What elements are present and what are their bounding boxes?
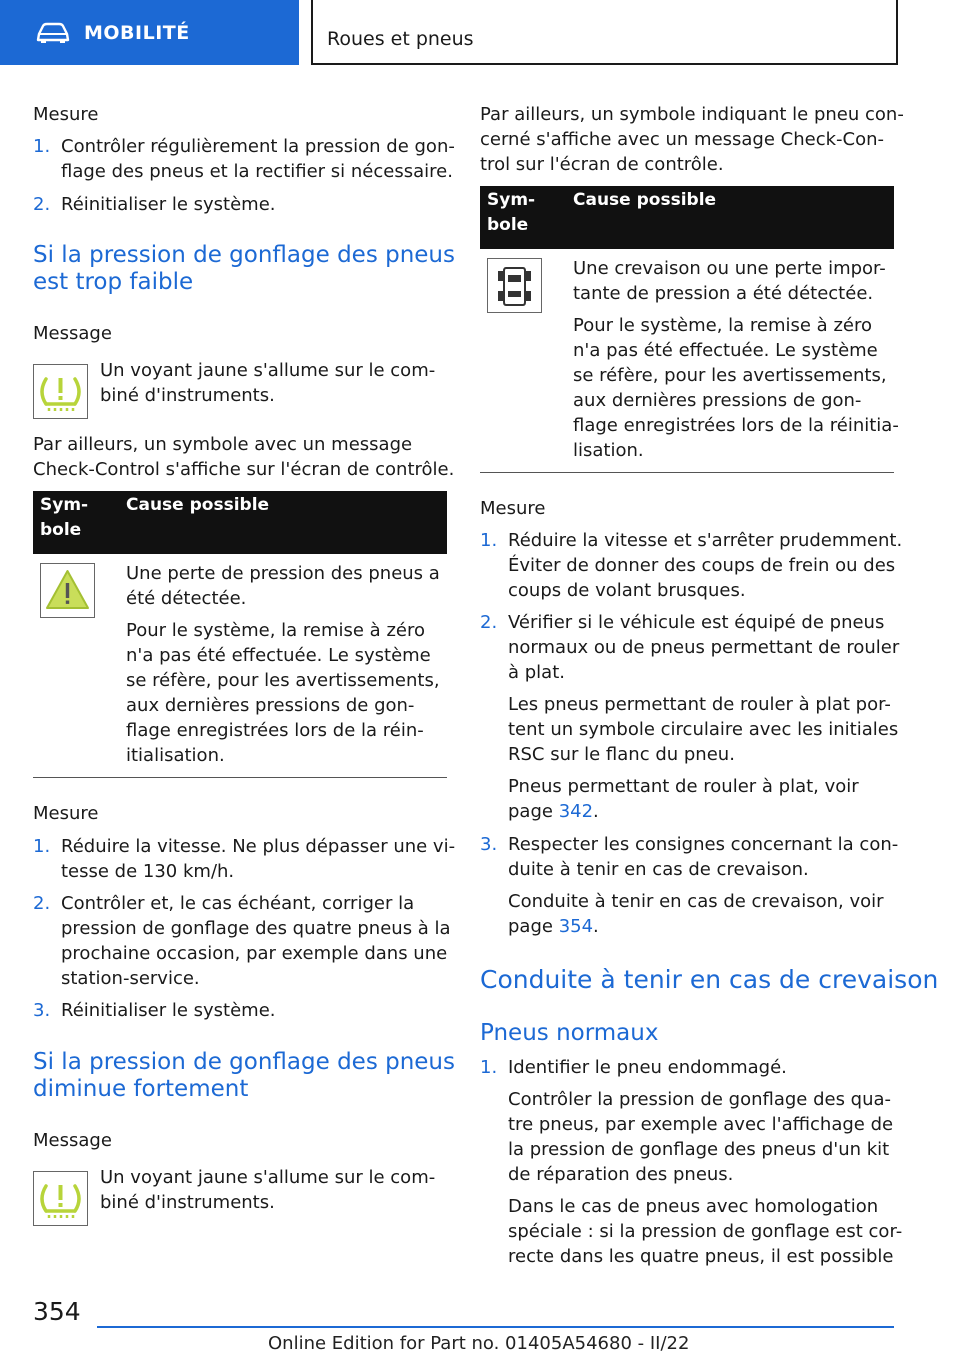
mesure-title: Mesure: [480, 498, 546, 519]
section-heading: diminue fortement: [33, 1076, 249, 1102]
step-text: Identifier le pneu endommagé.: [508, 1057, 787, 1078]
step-text: duite à tenir en cas de crevaison.: [508, 859, 809, 880]
cause-text: tante de pression a été détectée.: [573, 283, 874, 304]
tire-pressure-warning-icon: [33, 364, 88, 419]
step-text: Réinitialiser le système.: [61, 194, 276, 215]
step-text: Contrôler régulièrement la pression de gon-: [61, 136, 455, 157]
step-number: 3.: [33, 1000, 51, 1021]
step-text: recte dans les quatre pneus, il est possible: [508, 1246, 894, 1267]
page-number: 354: [33, 1297, 81, 1326]
table-header: [33, 491, 447, 554]
warning-triangle-icon: [40, 563, 95, 618]
step-text: tesse de 130 km/h.: [61, 861, 235, 882]
main-heading: Conduite à tenir en cas de crevaison: [480, 965, 939, 994]
cause-text: flage enregistrées lors de la réinitia-: [573, 415, 899, 436]
tire-pressure-warning-icon: [33, 1171, 88, 1226]
cause-text: été détectée.: [126, 588, 247, 609]
step-text: station-service.: [61, 968, 200, 989]
section-tab[interactable]: [0, 0, 299, 65]
mesure-title: Mesure: [33, 803, 99, 824]
step-text: tre pneus, par exemple avec l'affichage de: [508, 1114, 894, 1135]
cause-text: Pour le système, la remise à zéro: [126, 620, 425, 641]
paragraph: trol sur l'écran de contrôle.: [480, 154, 724, 175]
cause-text: aux dernières pressions de gon-: [126, 695, 415, 716]
step-text: Contrôler la pression de gonflage des qua-: [508, 1089, 892, 1110]
step-text: tent un symbole circulaire avec les initiales: [508, 719, 899, 740]
page-link[interactable]: 342: [558, 801, 594, 822]
step-text: Réduire la vitesse. Ne plus dépasser une vi-: [61, 836, 456, 857]
cause-text: itialisation.: [126, 745, 225, 766]
step-number: 2.: [33, 893, 51, 914]
table-header-cause: Cause possible: [126, 495, 270, 515]
step-text: Les pneus permettant de rouler à plat por-: [508, 694, 891, 715]
chapter-title: Roues et pneus: [327, 28, 474, 50]
mesure-title: Mesure: [33, 104, 99, 125]
step-number: 2.: [480, 612, 498, 633]
page-reference: page 354.: [508, 916, 599, 937]
step-text: à plat.: [508, 662, 565, 683]
step-number: 1.: [33, 136, 51, 157]
step-text: Dans le cas de pneus avec homologation: [508, 1196, 879, 1217]
step-text: RSC sur le flanc du pneu.: [508, 744, 735, 765]
step-text: Pneus permettant de rouler à plat, voir: [508, 776, 859, 797]
table-header: [480, 186, 894, 249]
cause-text: aux dernières pressions de gon-: [573, 390, 862, 411]
message-text: Un voyant jaune s'allume sur le com-: [100, 1167, 436, 1188]
message-title: Message: [33, 323, 112, 344]
cause-text: se réfère, pour les avertissements,: [573, 365, 887, 386]
section-heading: est trop faible: [33, 269, 194, 295]
paragraph: Check-Control s'affiche sur l'écran de contrôle.: [33, 459, 455, 480]
message-text: biné d'instruments.: [100, 1192, 275, 1213]
edition-footer: Online Edition for Part no. 01405A54680 - II/22: [268, 1333, 690, 1354]
step-number: 1.: [480, 1057, 498, 1078]
step-text: coups de volant brusques.: [508, 580, 746, 601]
cause-text: Une crevaison ou une perte impor-: [573, 258, 886, 279]
step-text: normaux ou de pneus permettant de rouler: [508, 637, 900, 658]
table-header-symbol: Sym- bole: [487, 190, 536, 235]
sub-heading: Pneus normaux: [480, 1020, 659, 1046]
car-icon: [36, 22, 70, 44]
section-heading: Si la pression de gonflage des pneus: [33, 242, 455, 268]
vehicle-tire-status-icon: [487, 258, 542, 313]
step-text: de réparation des pneus.: [508, 1164, 734, 1185]
step-text: Vérifier si le véhicule est équipé de pneus: [508, 612, 885, 633]
step-text: Conduite à tenir en cas de crevaison, voir: [508, 891, 884, 912]
step-text: prochaine occasion, par exemple dans une: [61, 943, 448, 964]
step-text: pression de gonflage des quatre pneus à la: [61, 918, 451, 939]
cause-text: flage enregistrées lors de la réin-: [126, 720, 424, 741]
cause-text: se réfère, pour les avertissements,: [126, 670, 440, 691]
table-header-cause: Cause possible: [573, 190, 717, 210]
step-text: flage des pneus et la rectifier si nécessaire.: [61, 161, 453, 182]
paragraph: Par ailleurs, un symbole indiquant le pneu con-: [480, 104, 904, 125]
chapter-tab: [311, 0, 898, 65]
section-label: MOBILITÉ: [84, 21, 190, 44]
paragraph: Par ailleurs, un symbole avec un message: [33, 434, 413, 455]
step-number: 2.: [33, 194, 51, 215]
page-link[interactable]: 354: [558, 916, 594, 937]
table-divider: [480, 472, 894, 473]
footer-divider: [97, 1326, 894, 1328]
step-text: Réinitialiser le système.: [61, 1000, 276, 1021]
step-text: spéciale : si la pression de gonflage est cor-: [508, 1221, 903, 1242]
step-text: Contrôler et, le cas échéant, corriger la: [61, 893, 415, 914]
page-reference: page 342.: [508, 801, 599, 822]
step-text: Respecter les consignes concernant la con-: [508, 834, 899, 855]
paragraph: cerné s'affiche avec un message Check-Con-: [480, 129, 884, 150]
cause-text: n'a pas été effectuée. Le système: [573, 340, 878, 361]
step-number: 3.: [480, 834, 498, 855]
step-number: 1.: [480, 530, 498, 551]
step-number: 1.: [33, 836, 51, 857]
cause-text: n'a pas été effectuée. Le système: [126, 645, 431, 666]
step-text: Réduire la vitesse et s'arrêter prudemment.: [508, 530, 903, 551]
step-text: la pression de gonflage des pneus d'un kit: [508, 1139, 890, 1160]
cause-text: lisation.: [573, 440, 644, 461]
message-text: Un voyant jaune s'allume sur le com-: [100, 360, 436, 381]
step-text: Éviter de donner des coups de frein ou des: [508, 555, 896, 576]
table-divider: [33, 777, 447, 778]
message-title: Message: [33, 1130, 112, 1151]
cause-text: Une perte de pression des pneus a: [126, 563, 440, 584]
cause-text: Pour le système, la remise à zéro: [573, 315, 872, 336]
table-header-symbol: Sym- bole: [40, 495, 89, 540]
section-heading: Si la pression de gonflage des pneus: [33, 1049, 455, 1075]
message-text: biné d'instruments.: [100, 385, 275, 406]
